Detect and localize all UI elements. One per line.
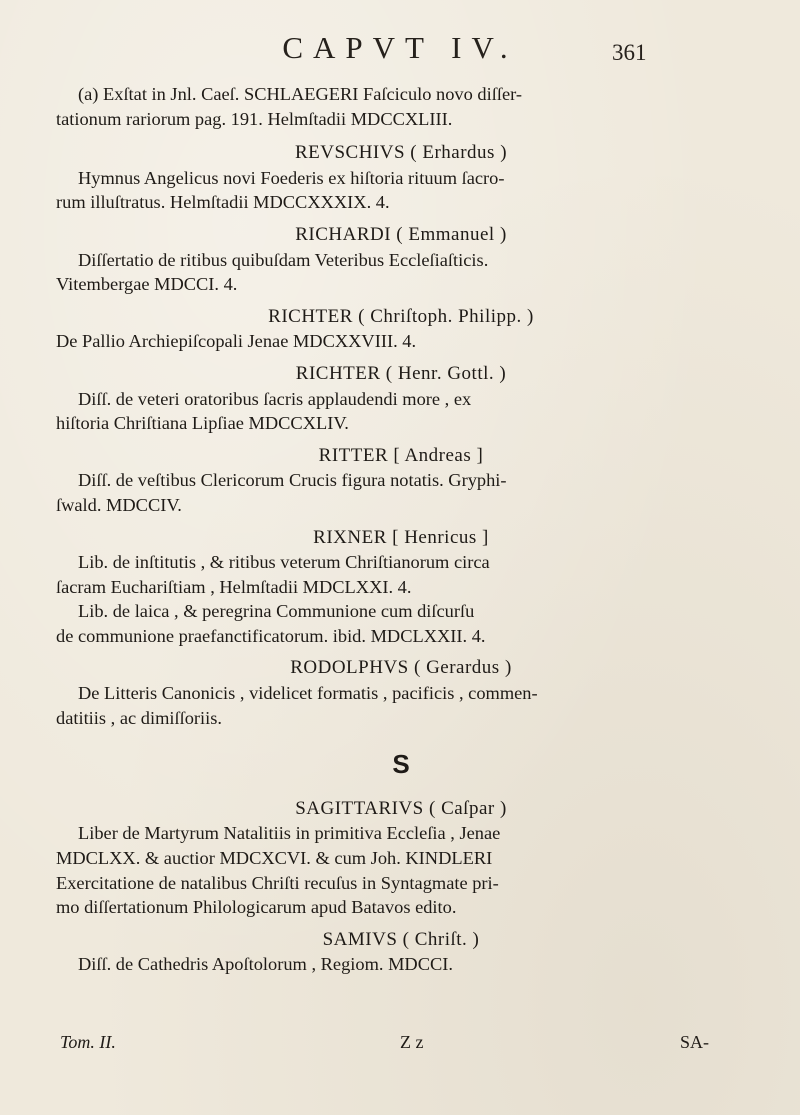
- author-heading: SAMIVS ( Chriſt. ): [322, 928, 480, 950]
- entry-line: Diſſ. de veteri oratoribus ſacris applaudendi more , ex: [78, 388, 472, 409]
- bibliography-entry: [56, 223, 746, 297]
- entry-line: Lib. de laica , & peregrina Communione cum diſcurſu: [78, 601, 475, 622]
- footnote-a: [56, 82, 746, 131]
- author-heading: SAGITTARIVS ( Caſpar ): [295, 797, 507, 819]
- footnote-line: (a) Exſtat in Jnl. Caeſ. SCHLAEGERI Faſciculo novo diſſer-: [78, 84, 522, 104]
- running-header: CAPVT IV.: [282, 30, 518, 65]
- entry-line: Diſſ. de Cathedris Apoſtolorum , Regiom. MDCCI.: [78, 954, 453, 975]
- author-heading: RIXNER [ Henricus ]: [313, 526, 489, 548]
- bibliography-entry: [56, 797, 746, 920]
- entry-line: Diſſ. de veſtibus Clericorum Crucis figura notatis. Gryphi-: [78, 470, 507, 491]
- entry-line: Exercitatione de natalibus Chriſti recuſus in Syntagmate pri-: [56, 872, 499, 893]
- author-heading: REVSCHIVS ( Erhardus ): [294, 142, 508, 164]
- page-number: 361: [612, 40, 647, 65]
- entry-line: Liber de Martyrum Natalitiis in primitiva Eccleſia , Jenae: [78, 823, 501, 844]
- author-heading: RICHTER ( Chriſtoph. Philipp. ): [268, 305, 534, 327]
- bibliography-entry: [56, 141, 746, 215]
- entry-line: rum illuſtratus. Helmſtadii MDCCXXXIX. 4.: [56, 192, 390, 213]
- catchword: SA-: [680, 1032, 710, 1052]
- bibliography-entry: [56, 305, 746, 354]
- page-body: [56, 82, 746, 985]
- entry-line: Diſſertatio de ritibus quibuſdam Veteribus Eccleſiaſticis.: [78, 249, 489, 270]
- bibliography-entry: [56, 526, 746, 649]
- footnote-line: tationum rariorum pag. 191. Helmſtadii MDCCXLIII.: [56, 108, 453, 129]
- entry-line: MDCLXX. & auctior MDCXCVI. & cum Joh. KINDLERI: [56, 848, 493, 869]
- author-heading: RICHTER ( Henr. Gottl. ): [295, 362, 507, 384]
- entry-line: mo diſſertationum Philologicarum apud Batavos edito.: [56, 897, 457, 918]
- bibliography-entry: [56, 444, 746, 518]
- author-heading: RITTER [ Andreas ]: [318, 444, 484, 466]
- entry-line: Vitembergae MDCCI. 4.: [56, 274, 238, 295]
- entry-line: Lib. de inſtitutis , & ritibus veterum Chriſtianorum circa: [78, 552, 490, 573]
- author-heading: RODOLPHVS ( Gerardus ): [290, 657, 512, 679]
- entry-line: hiſtoria Chriſtiana Lipſiae MDCCXLIV.: [56, 413, 349, 434]
- entry-line: De Pallio Archiepiſcopali Jenae MDCXXVIII. 4.: [56, 331, 417, 352]
- volume-mark: Tom. II.: [60, 1032, 116, 1052]
- section-letter: S: [392, 749, 410, 780]
- entry-line: De Litteris Canonicis , videlicet formatis , pacificis , commen-: [78, 683, 538, 704]
- bibliography-entry: [56, 362, 746, 436]
- author-heading: RICHARDI ( Emmanuel ): [295, 223, 507, 245]
- entry-line: ſwald. MDCCIV.: [56, 494, 182, 515]
- bibliography-entry: [56, 656, 746, 730]
- entry-line: datitiis , ac dimiſſoriis.: [56, 707, 223, 728]
- entry-line: Hymnus Angelicus novi Foederis ex hiſtoria rituum ſacro-: [78, 167, 505, 188]
- signature-mark: Z z: [400, 1032, 424, 1052]
- bibliography-entry: [56, 928, 746, 977]
- entry-line: de communione praefanctificatorum. ibid. MDCLXXII. 4.: [56, 625, 486, 646]
- entry-line: ſacram Euchariſtiam , Helmſtadii MDCLXXI. 4.: [56, 576, 412, 597]
